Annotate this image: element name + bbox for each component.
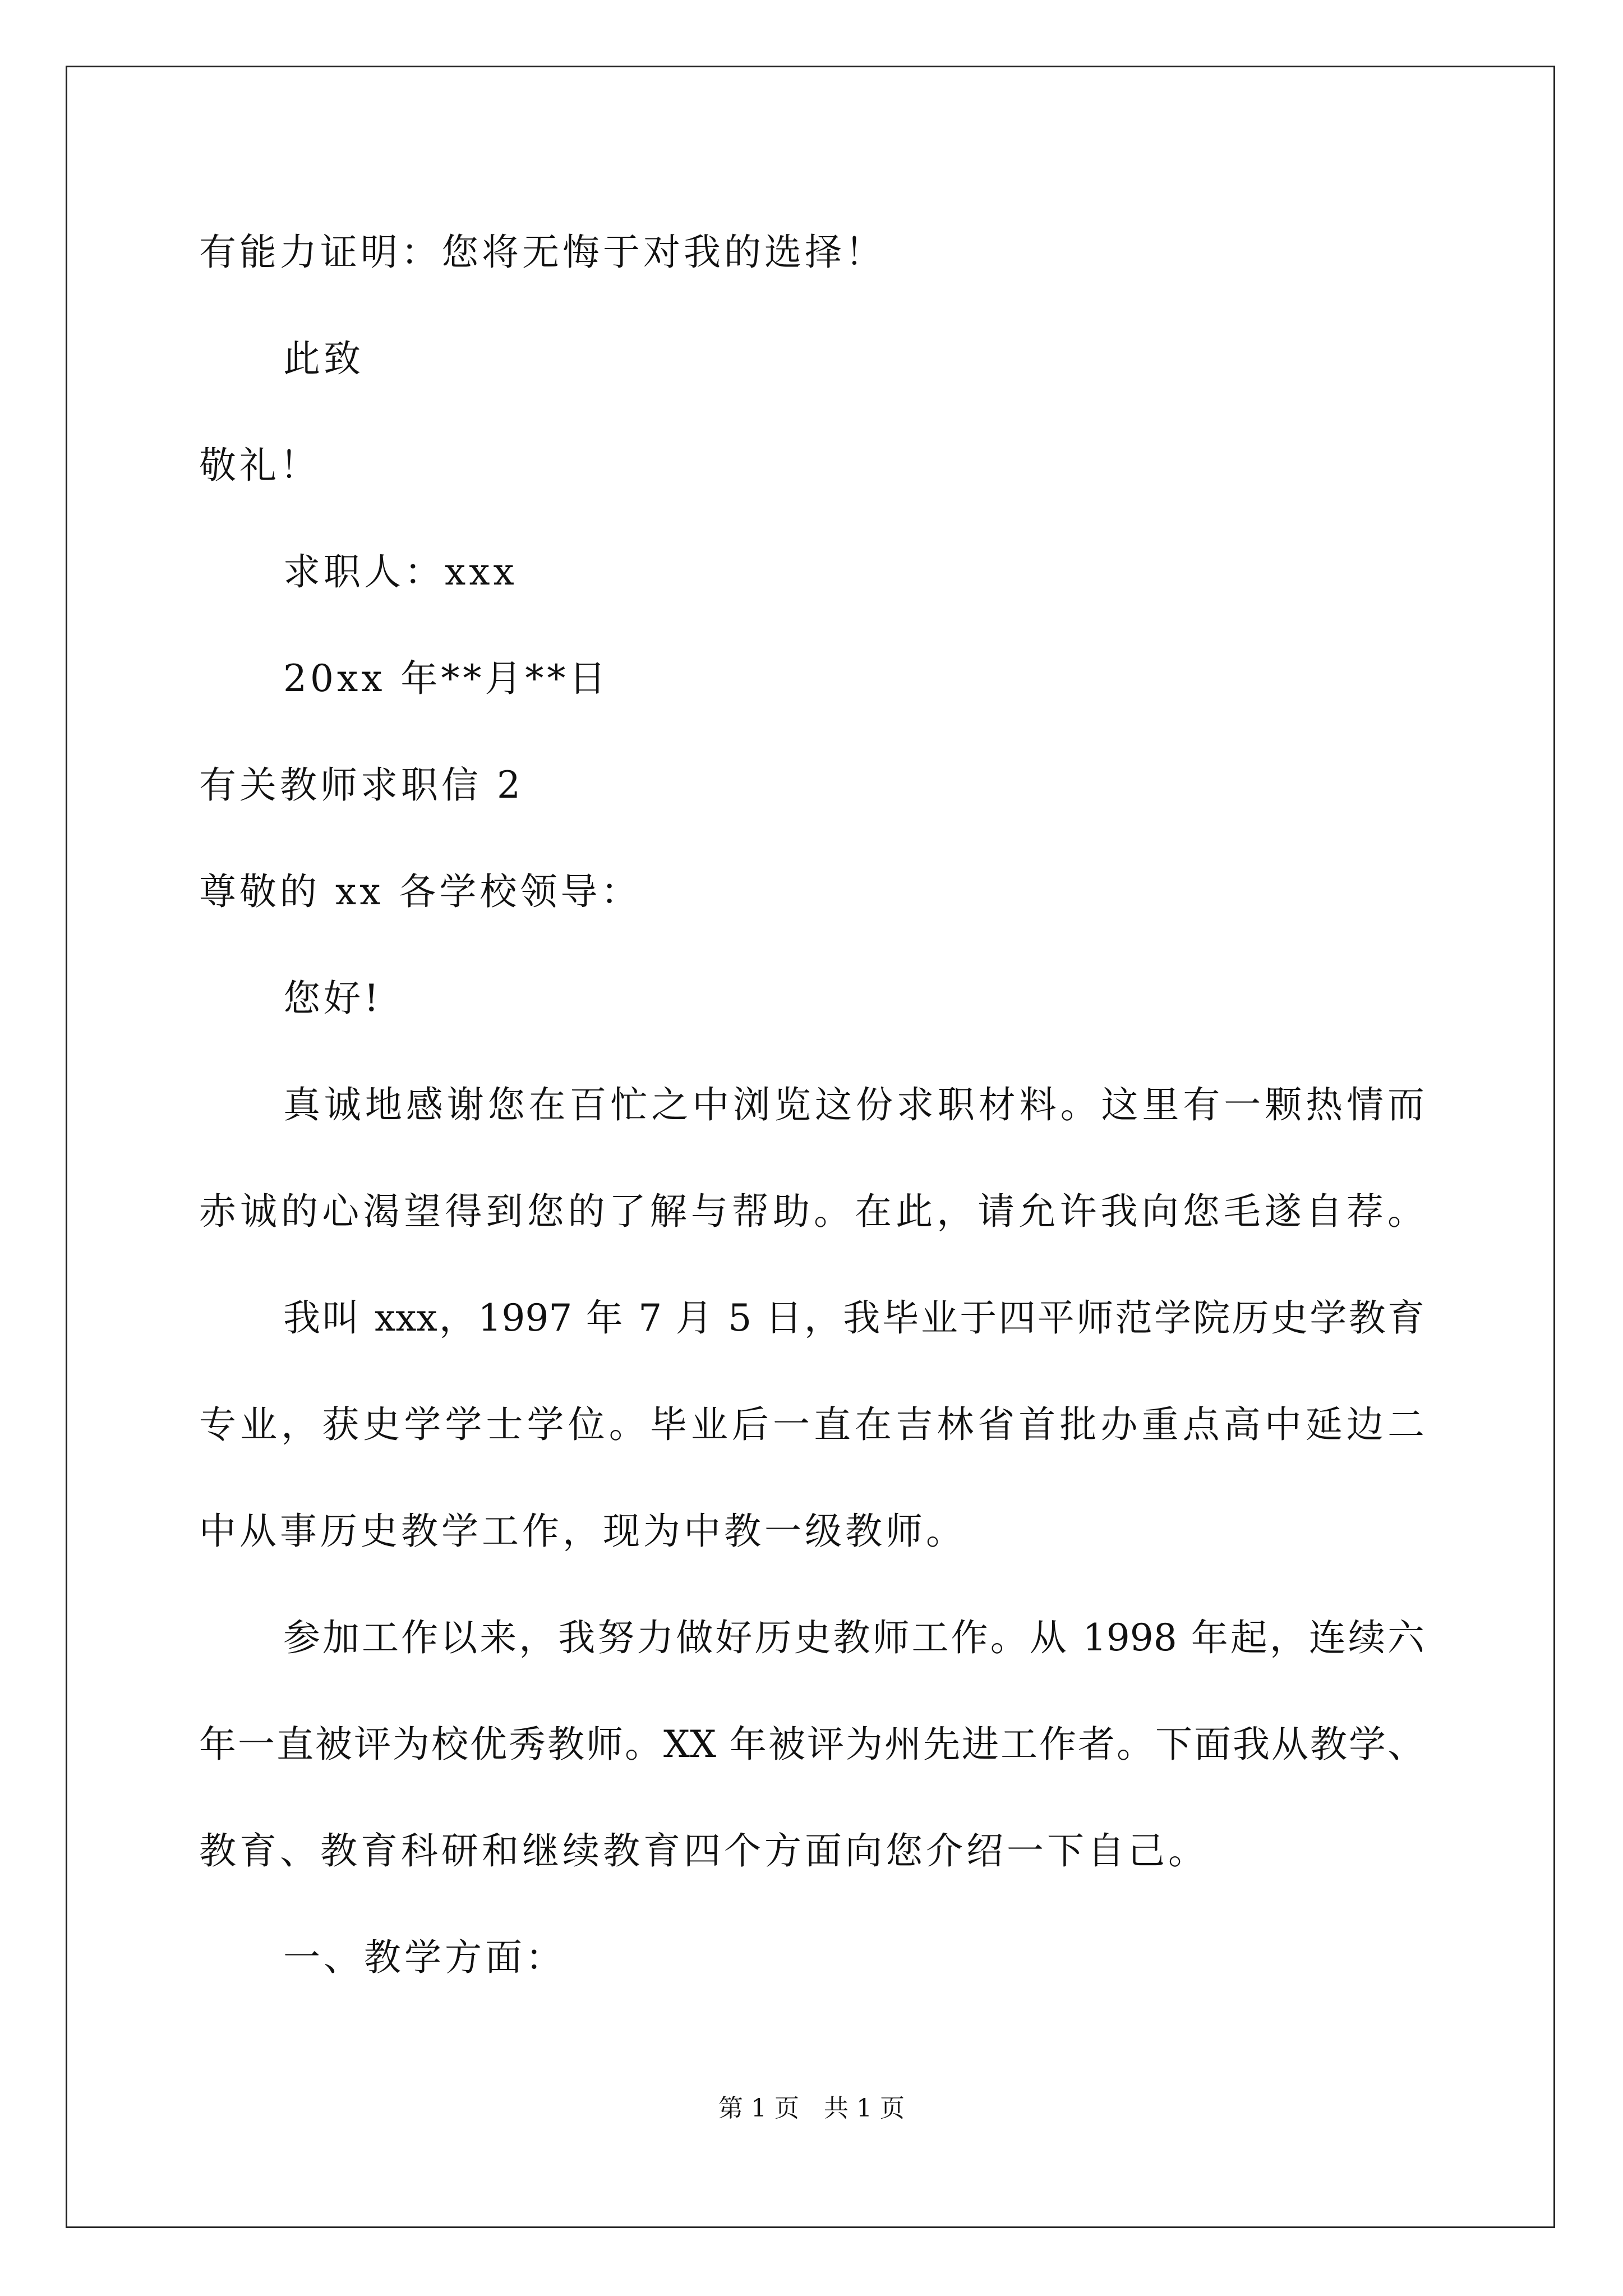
date-line: 20xx 年**月**日	[283, 657, 610, 700]
paragraph-line: 真诚地感谢您在百忙之中浏览这份求职材料。这里有一颗热情而	[283, 1083, 1424, 1126]
signature-line: 求职人：xxx	[283, 550, 518, 593]
paragraph-line: 我叫 xxx，1997 年 7 月 5 日，我毕业于四平师范学院历史学教育	[283, 1296, 1424, 1340]
paragraph-line: 参加工作以来，我努力做好历史教师工作。从 1998 年起，连续六	[283, 1616, 1424, 1659]
page-border	[66, 66, 1555, 2228]
page-footer: 第 1 页 共 1 页	[718, 2094, 905, 2123]
paragraph-line: 中从事历史教学工作，现为中教一级教师。	[199, 1510, 966, 1553]
paragraph-line: 教育、教育科研和继续教育四个方面向您介绍一下自己。	[199, 1829, 1209, 1872]
salutation-line: 此致	[283, 337, 364, 380]
paragraph-line: 赤诚的心渴望得到您的了解与帮助。在此，请允许我向您毛遂自荐。	[199, 1190, 1424, 1233]
salutation-line: 敬礼！	[199, 444, 320, 487]
paragraph-line: 年一直被评为校优秀教师。XX 年被评为州先进工作者。下面我从教学、	[199, 1723, 1424, 1766]
greeting-line: 尊敬的 xx 各学校领导：	[199, 870, 642, 913]
text-line: 有能力证明：您将无悔于对我的选择！	[199, 231, 886, 274]
greeting-line: 您好!	[283, 977, 382, 1020]
paragraph-line: 专业，获史学学士学位。毕业后一直在吉林省首批办重点高中延边二	[199, 1403, 1424, 1446]
section-heading: 一、教学方面：	[283, 1936, 566, 1979]
section-title: 有关教师求职信 2	[199, 763, 524, 807]
